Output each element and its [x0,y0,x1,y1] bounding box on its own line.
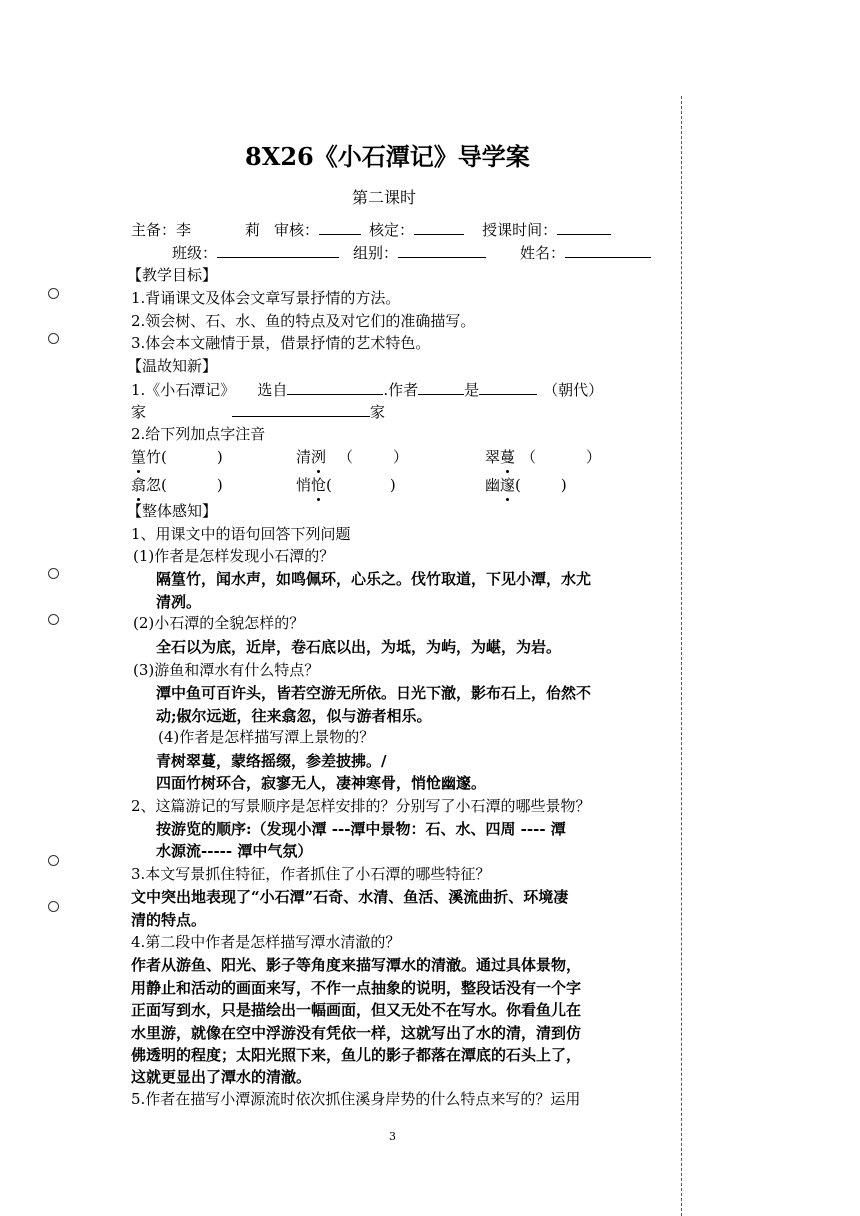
overall-q3-answer-2: 清的特点。 [131,911,207,929]
group-label: 组别： [353,244,399,262]
binding-hole-6 [48,901,59,912]
goal-item-1: 1.背诵课文及体会文章写景抒情的方法。 [131,289,401,307]
pinyin-item-4: 翕忽( ) [131,476,223,494]
overall-q5: 5.作者在描写小潭源流时依次抓住溪身岸势的什么特点来写的？运用 [131,1090,581,1108]
overall-q1: 1、用课文中的语句回答下列问题 [131,525,351,543]
overall-q2: 2、这篇游记的写景顺序是怎样安排的？分别写了小石潭的哪些景物？ [131,797,591,815]
binding-dashed-line [681,96,682,1216]
overall-q2-answer-2: 水源流----- 潭中气氛） [156,842,313,860]
pinyin-item-5: 悄怆( ) [296,476,396,494]
page-title: 8X26《小石潭记》导学案 [245,142,530,171]
overall-sub3-answer-1: 潭中鱼可百许头，皆若空游无所依。日光下澈，影布石上，佁然不 [156,684,592,702]
overall-sub4-answer-1: 青树翠蔓，蒙络摇缀，参差披拂。/ [156,752,387,770]
review-q1-dynasty-label: （朝代） [543,381,604,399]
dotted-char: 邃 [500,476,516,494]
school-blank[interactable] [232,401,370,417]
overall-q2-answer-1: 按游览的顺序:（发现小潭 ---潭中景物：石、水、四周 ---- 潭 [156,820,566,838]
host-name-2: 莉 [245,221,261,239]
pinyin-item-2: 清洌 （ ） [296,448,409,466]
binding-hole-4 [48,614,59,625]
overall-q3: 3.本文写景抓住特征，作者抓住了小石潭的哪些特征？ [131,865,491,883]
overall-q4-answer-4: 水里游，就像在空中浮游没有凭依一样，这就写出了水的清，清到仿 [131,1024,582,1042]
check-field[interactable] [414,219,464,235]
overall-sub1-question: (1)作者是怎样发现小石潭的？ [133,547,335,565]
review-q1-jia-2: 家 [370,403,386,421]
goal-item-3: 3.体会本文融情于景，借景抒情的艺术特色。 [131,334,431,352]
pinyin-blank[interactable] [167,447,217,462]
review-label: 审核： [274,221,320,239]
goals-heading: 【教学目标】 [127,266,218,284]
pinyin-blank[interactable] [167,475,217,490]
pinyin-item-6: 幽邃( ) [485,476,567,494]
review-q1-text: 1.《小石潭记》 [131,381,236,399]
binding-hole-1 [48,288,59,299]
overall-q4-answer-5: 佛透明的程度；太阳光照下来，鱼儿的影子都落在潭底的石头上了， [131,1046,582,1064]
overall-q4-answer-6: 这就更显出了潭水的清澈。 [131,1068,312,1086]
binding-hole-3 [48,568,59,579]
pinyin-item-3: 翠蔓 （ ） [485,448,602,466]
binding-hole-5 [48,855,59,866]
time-label: 授课时间： [482,221,558,239]
review-q1-jia-1: 家 [131,403,147,421]
class-field[interactable] [217,242,339,258]
overall-q4-answer-3: 正面写到水，只是描绘出一幅画面，但又无处不在写水。你看鱼儿在 [131,1001,582,1019]
page-number: 3 [389,1130,396,1143]
overall-sub3-question: (3)游鱼和潭水有什么特点？ [133,661,320,679]
pinyin-blank[interactable] [536,447,586,462]
dotted-char: 洌 [311,448,327,466]
host-label: 主备：李 [131,221,192,239]
review-q1-line-2 [131,401,385,422]
author-blank[interactable] [418,379,464,395]
overall-sub4-question: (4)作者是怎样描写潭上景物的？ [158,728,375,746]
info-line-1 [131,219,611,240]
source-blank[interactable] [287,379,383,395]
time-field[interactable] [557,219,611,235]
review-field[interactable] [319,219,361,235]
review-q1-author-label: .作者 [383,381,419,399]
name-label: 姓名： [520,244,566,262]
review-q1-source-label: 选自 [257,381,288,399]
pinyin-blank[interactable] [332,475,390,490]
info-line-2 [172,242,651,263]
pinyin-item-1: 篁竹( ) [131,448,223,466]
pinyin-blank[interactable] [521,475,561,490]
dotted-char: 蔓 [500,448,516,466]
check-label: 核定： [369,221,415,239]
overall-sub1-answer-2: 清冽。 [156,593,202,611]
overall-sub2-answer: 全石以为底，近岸，卷石底以出，为坻，为屿，为嵁，为岩。 [156,638,562,656]
overall-q4: 4.第二段中作者是怎样描写潭水清澈的？ [131,933,401,951]
review-q1-line [131,379,603,400]
overall-heading: 【整体感知】 [127,502,218,520]
overall-q4-answer-2: 用静止和活动的画面来写，不作一点抽象的说明，整段话没有一个字 [131,979,582,997]
review-heading: 【温故知新】 [127,357,218,375]
pinyin-blank[interactable] [353,447,393,462]
overall-sub1-answer-1: 隔篁竹，闻水声，如鸣佩环，心乐之。伐竹取道，下见小潭，水尤 [156,570,592,588]
overall-q4-answer-1: 作者从游鱼、阳光、影子等角度来描写潭水的清澈。通过具体景物， [131,956,582,974]
binding-hole-2 [48,333,59,344]
dotted-char: 篁 [131,448,147,466]
overall-sub3-answer-2: 动;俶尔远逝，往来翕忽，似与游者相乐。 [156,707,432,725]
overall-sub4-answer-2: 四面竹树环合，寂寥无人，凄神寒骨，悄怆幽邃。 [156,774,487,792]
overall-q3-answer-1: 文中突出地表现了“小石潭”石奇、水清、鱼活、溪流曲折、环境凄 [131,888,569,906]
overall-sub2-question: (2)小石潭的全貌怎样的？ [133,614,305,632]
name-field[interactable] [565,242,651,258]
dynasty-blank[interactable] [479,379,537,395]
review-q1-is-label: 是 [464,381,480,399]
dotted-char: 翕 [131,476,147,494]
goal-item-2: 2.领会树、石、水、鱼的特点及对它们的准确描写。 [131,312,476,330]
page-subtitle: 第二课时 [352,188,417,207]
group-field[interactable] [398,242,486,258]
dotted-char: 怆 [311,476,327,494]
class-label: 班级： [172,244,218,262]
review-q2: 2.给下列加点字注音 [131,425,266,443]
